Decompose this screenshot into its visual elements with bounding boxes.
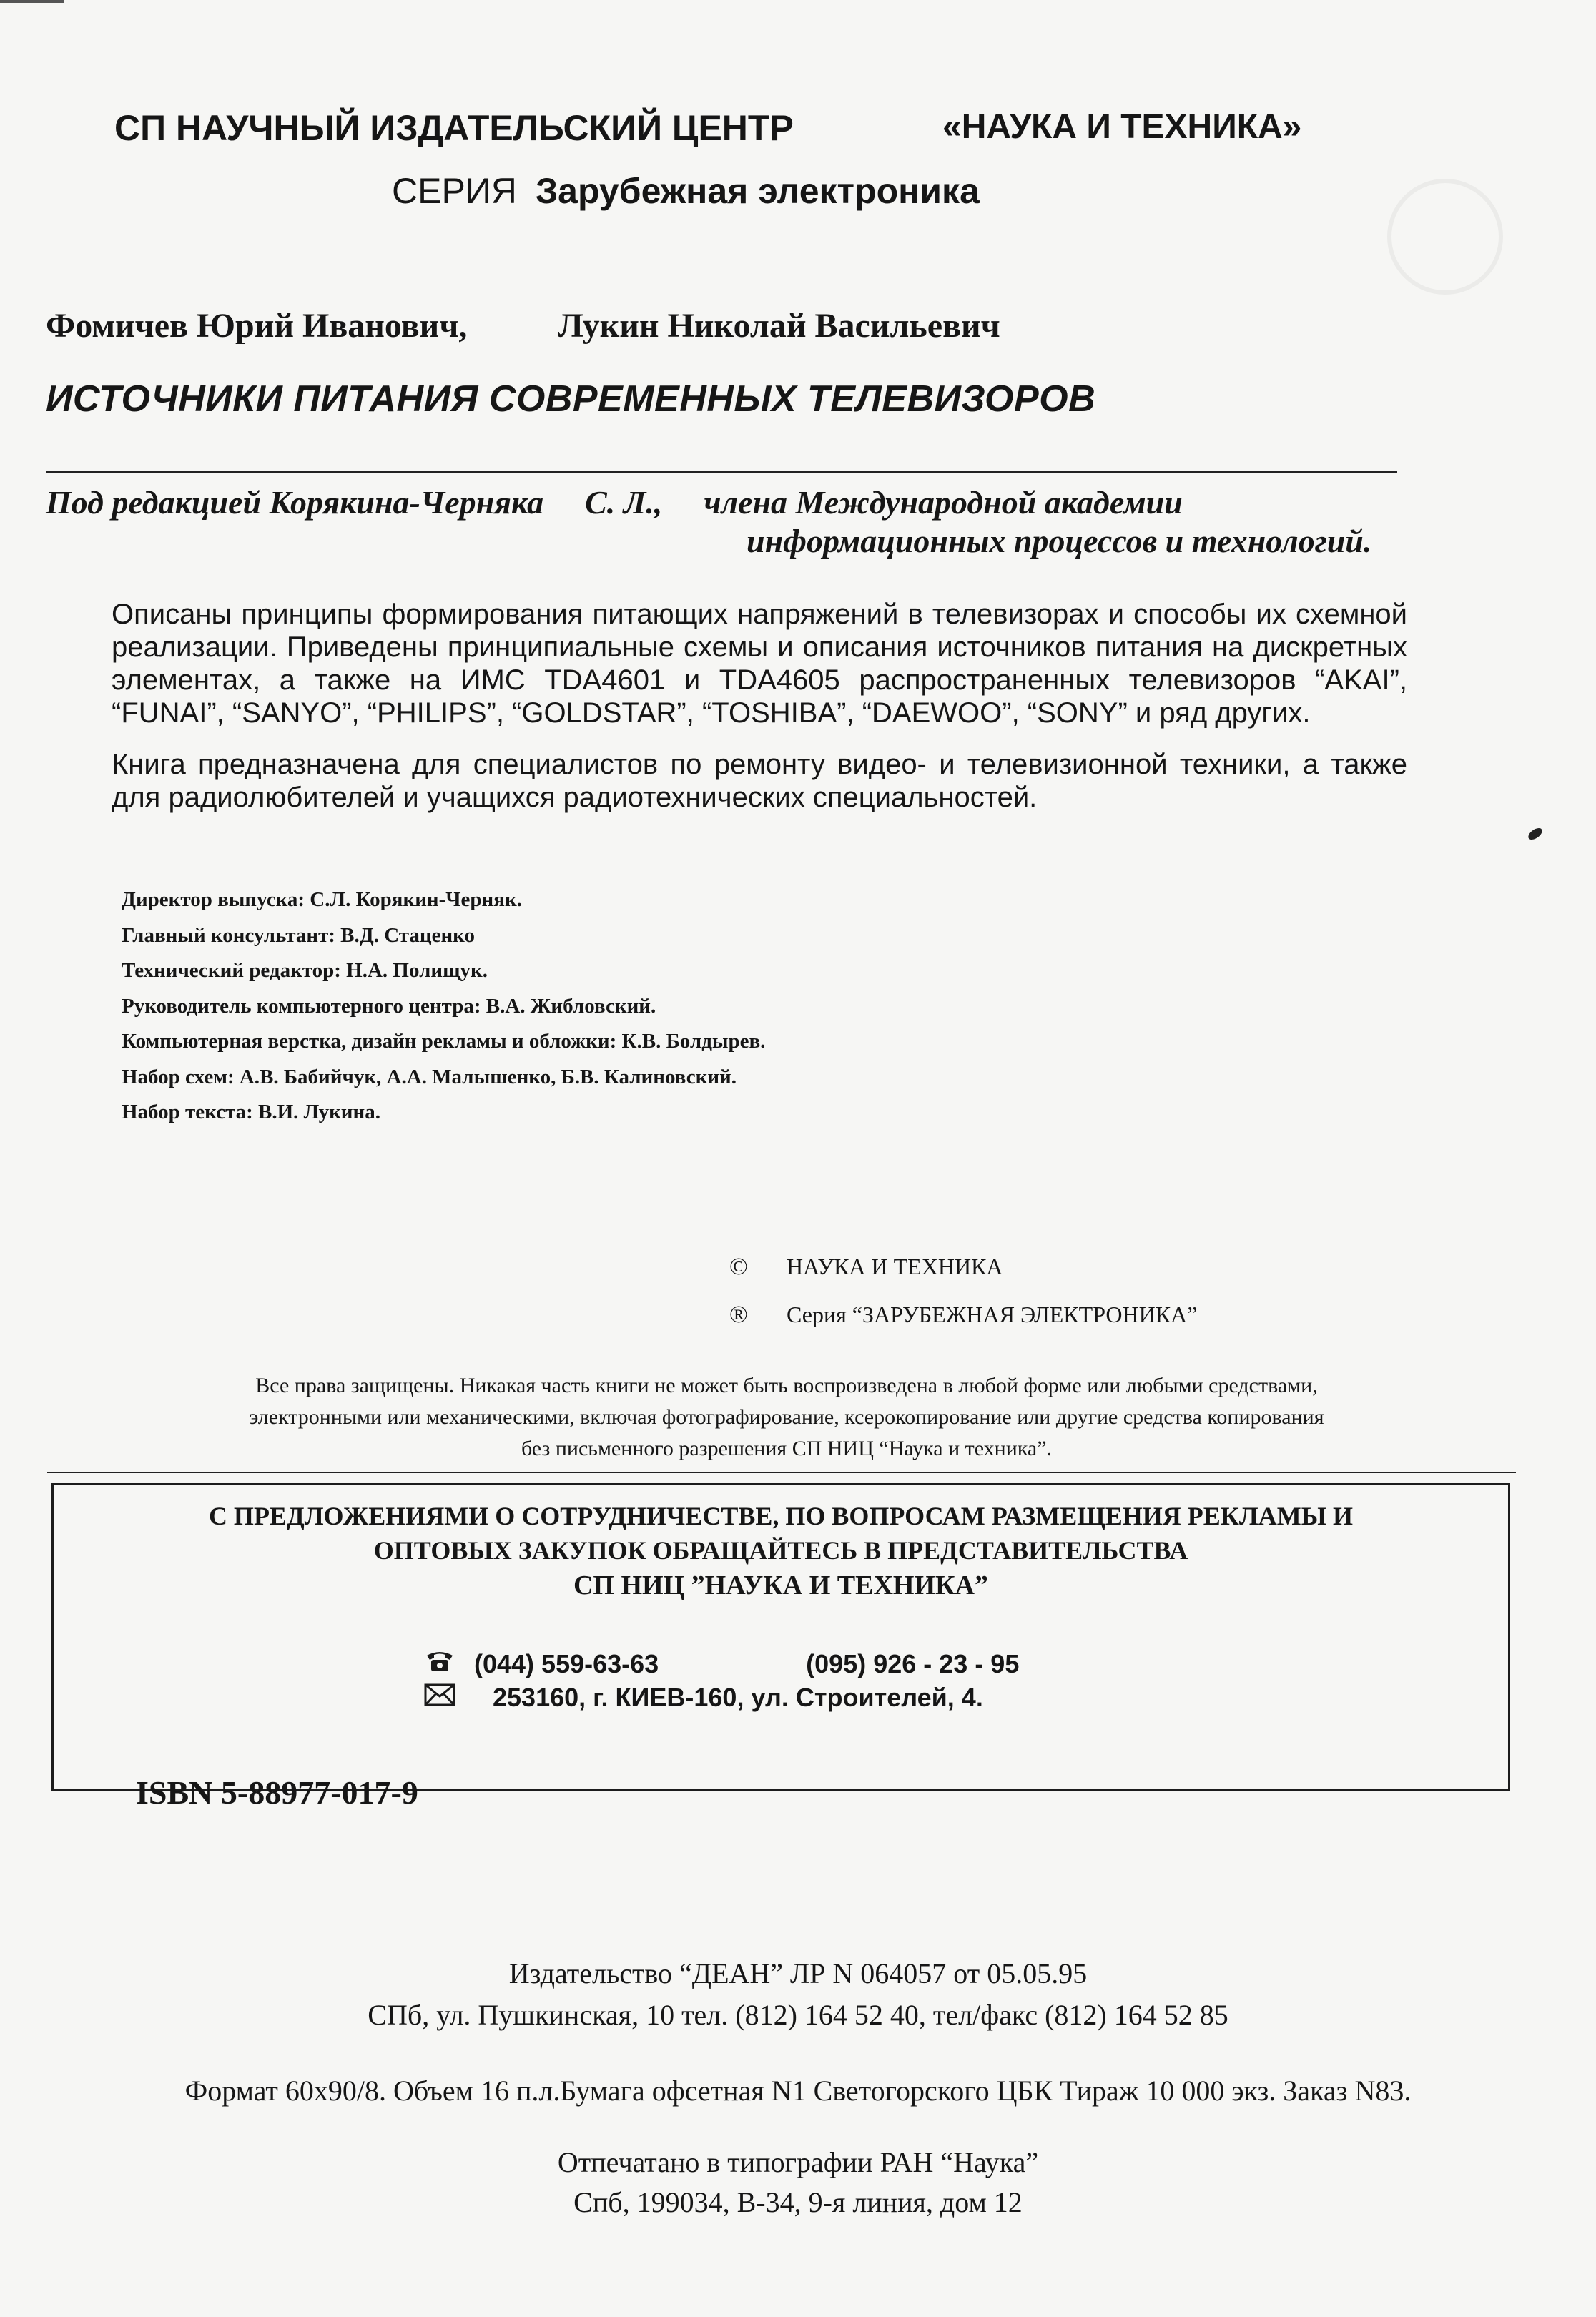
contact-heading-line: ОПТОВЫХ ЗАКУПОК ОБРАЩАЙТЕСЬ В ПРЕДСТАВИТЕЛЬСТВА <box>373 1536 1188 1565</box>
page-corner-mark <box>0 0 64 3</box>
credit-row: Директор выпуска: С.Л. Корякин-Черняк. <box>122 888 522 911</box>
credit-row: Набор схем: А.В. Бабийчук, А.А. Малышенко, Б.В. Калиновский. <box>122 1065 737 1088</box>
editor-role-continued: информационных процессов и технологий. <box>747 523 1372 559</box>
book-title: ИСТОЧНИКИ ПИТАНИЯ СОВРЕМЕННЫХ ТЕЛЕВИЗОРОВ <box>46 378 1096 420</box>
registered-icon: ® <box>729 1302 748 1328</box>
contact-org-name: СП НИЦ ”НАУКА И ТЕХНИКА” <box>573 1570 989 1600</box>
phone-kyiv: (044) 559-63-63 <box>474 1649 659 1678</box>
phone-moscow: (095) 926 - 23 - 95 <box>806 1649 1020 1678</box>
abstract-paragraph: Описаны принципы формирования питающих напряжений в телевизорах и способы их схемной реализации. Приведены принципиальные схемы и описания источников питания на дискретных элементах, а также на ИМС TDA4601 и TDA4605 распространенных телевизоров “AKAI”, “FUNAI”, “SANYO”, “PHILIPS”, “GOLDSTAR”, “TOSHIBA”, “DAEWOO”, “SONY” и ряд других. <box>112 599 1407 729</box>
editor-line <box>46 483 1396 521</box>
series-line <box>392 170 980 212</box>
copyright-row <box>729 1243 1197 1291</box>
copyright-text: НАУКА И ТЕХНИКА <box>787 1254 1003 1279</box>
copyright-block <box>729 1243 1197 1339</box>
rights-line: электронными или механическими, включая фотографирование, ксерокопирование или другие средства копирования <box>249 1405 1324 1429</box>
imprint-format: Формат 60х90/8. Объем 16 п.л.Бумага офсетная N1 Светогорского ЦБК Тираж 10 000 экз. Заказ N83. <box>184 2075 1412 2107</box>
contact-box <box>51 1483 1510 1791</box>
credit-row: Технический редактор: Н.А. Полищук. <box>122 959 488 982</box>
rights-line: без письменного разрешения СП НИЦ “Наука и техника”. <box>521 1437 1053 1460</box>
imprint-publisher: Издательство “ДЕАН” ЛР N 064057 от 05.05.95 <box>508 1957 1088 1989</box>
contact-heading-line: С ПРЕДЛОЖЕНИЯМИ О СОТРУДНИЧЕСТВЕ, ПО ВОПРОСАМ РАЗМЕЩЕНИЯ РЕКЛАМЫ И <box>208 1502 1354 1530</box>
author-first: Фомичев Юрий Иванович, <box>46 307 468 345</box>
publisher-name: СП НАУЧНЫЙ ИЗДАТЕЛЬСКИЙ ЦЕНТР <box>114 108 794 148</box>
editor-initials: С. Л., <box>585 484 663 521</box>
publisher-brand: «НАУКА И ТЕХНИКА» <box>942 108 1302 146</box>
envelope-icon <box>424 1683 493 1713</box>
credit-row: Главный консультант: В.Д. Стаценко <box>122 923 476 947</box>
telephone-icon <box>424 1648 474 1679</box>
title-divider <box>46 471 1397 473</box>
imprint-printer: Отпечатано в типографии РАН “Наука” <box>557 2146 1039 2178</box>
rights-divider <box>47 1472 1516 1473</box>
imprint-address: СПб, ул. Пушкинская, 10 тел. (812) 164 52 40, тел/факс (812) 164 52 85 <box>368 1999 1228 2031</box>
credits-list <box>122 882 765 1131</box>
ink-speck <box>1527 826 1545 842</box>
registered-text: Серия “ЗАРУБЕЖНАЯ ЭЛЕКТРОНИКА” <box>787 1302 1198 1327</box>
bleed-through-emblem <box>1387 179 1503 295</box>
series-name: Зарубежная электроника <box>535 171 980 211</box>
abstract-paragraph: Книга предназначена для специалистов по ремонту видео- и телевизионной техники, а также для радиолюбителей и учащихся радиотехнических специальностей. <box>112 749 1407 813</box>
credit-row: Руководитель компьютерного центра: В.А. Жибловский. <box>122 994 656 1018</box>
author-second: Лукин Николай Васильевич <box>558 307 1000 345</box>
imprint-printer-address: Спб, 199034, В-34, 9-я линия, дом 12 <box>573 2186 1023 2218</box>
credit-row: Компьютерная верстка, дизайн рекламы и обложки: К.В. Болдырев. <box>122 1030 766 1053</box>
address-row <box>424 1683 983 1713</box>
copyright-icon: © <box>729 1254 748 1280</box>
isbn: ISBN 5-88977-017-9 <box>136 1774 418 1811</box>
phone-row <box>424 1648 1019 1679</box>
abstract <box>112 598 1407 814</box>
rights-notice <box>64 1370 1509 1465</box>
registered-row <box>729 1291 1197 1339</box>
rights-line: Все права защищены. Никакая часть книги не может быть воспроизведена в любой форме или любыми средствами, <box>255 1374 1318 1397</box>
postal-address: 253160, г. КИЕВ-160, ул. Строителей, 4. <box>493 1683 983 1712</box>
credit-row: Набор текста: В.И. Лукина. <box>122 1101 380 1123</box>
editor-role: члена Международной академии <box>704 484 1183 521</box>
series-label: СЕРИЯ <box>392 171 517 211</box>
editor-name: Под редакцией Корякина-Черняка <box>46 484 544 521</box>
